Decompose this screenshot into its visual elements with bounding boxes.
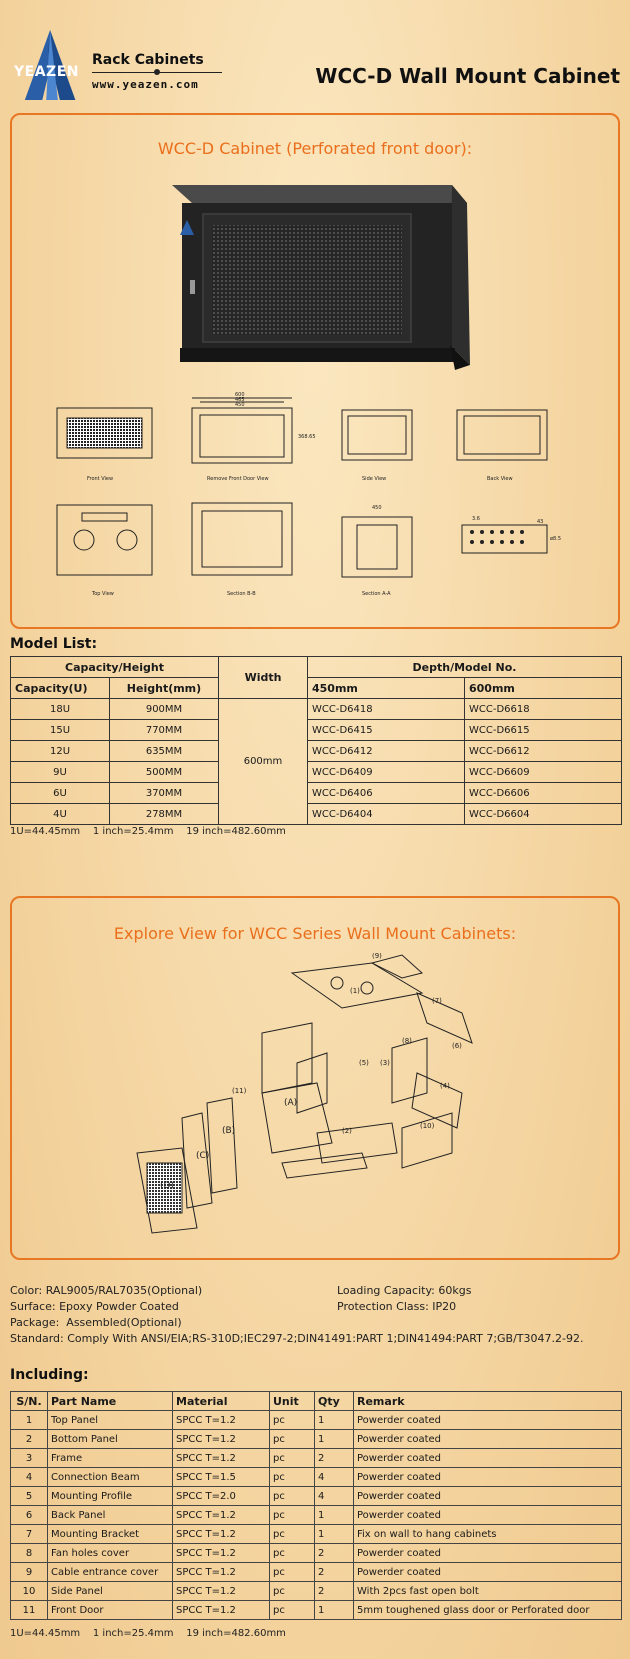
dim-label: 368.65 (298, 434, 316, 440)
cell-model-600: WCC-D6604 (465, 804, 622, 825)
cell-height: 770MM (110, 720, 219, 741)
cell-qty: 2 (315, 1582, 354, 1601)
cell-qty: 1 (315, 1430, 354, 1449)
drawing-label: Front View (87, 476, 114, 482)
unit-note: 1U=44.45mm 1 inch=25.4mm 19 inch=482.60mm (10, 1628, 286, 1639)
cell-unit: pc (270, 1544, 315, 1563)
cell-sn: 7 (11, 1525, 48, 1544)
cell-height: 278MM (110, 804, 219, 825)
model-list-table (10, 656, 622, 825)
callout: (D) (160, 1181, 174, 1191)
cell-qty: 4 (315, 1487, 354, 1506)
cell-capacity: 6U (11, 783, 110, 804)
cell-model-450: WCC-D6418 (308, 699, 465, 720)
technical-drawings-row1 (42, 390, 602, 490)
table-row (11, 1468, 622, 1487)
col-depth: Depth/Model No. (308, 657, 622, 678)
dim-label: 3.6 (472, 516, 480, 522)
cell-part: Mounting Profile (48, 1487, 173, 1506)
cell-remark: Powerder coated (354, 1506, 622, 1525)
cell-qty: 1 (315, 1525, 354, 1544)
sub-capacity: Capacity(U) (11, 678, 110, 699)
cabinet-photo (152, 175, 482, 385)
callout: (C) (196, 1151, 210, 1161)
callout: (3) (380, 1059, 390, 1067)
table-row (11, 1449, 622, 1468)
cell-unit: pc (270, 1468, 315, 1487)
cell-sn: 1 (11, 1411, 48, 1430)
drawing-label: Top View (92, 591, 114, 597)
cell-sn: 6 (11, 1506, 48, 1525)
cell-remark: 5mm toughened glass door or Perforated door (354, 1601, 622, 1620)
cell-remark: Powerder coated (354, 1544, 622, 1563)
cell-qty: 2 (315, 1449, 354, 1468)
cell-capacity: 12U (11, 741, 110, 762)
cell-sn: 5 (11, 1487, 48, 1506)
table-row (11, 783, 622, 804)
col-unit: Unit (270, 1392, 315, 1411)
cell-capacity: 15U (11, 720, 110, 741)
cell-material: SPCC T=1.2 (173, 1525, 270, 1544)
sub-height: Height(mm) (110, 678, 219, 699)
cell-qty: 2 (315, 1563, 354, 1582)
cell-unit: pc (270, 1449, 315, 1468)
dim-label: ø8.5 (550, 536, 562, 542)
cell-remark: Powerder coated (354, 1563, 622, 1582)
cell-sn: 4 (11, 1468, 48, 1487)
col-qty: Qty (315, 1392, 354, 1411)
callout: (7) (432, 997, 442, 1005)
cell-unit: pc (270, 1582, 315, 1601)
cell-sn: 11 (11, 1601, 48, 1620)
cell-part: Side Panel (48, 1582, 173, 1601)
cell-sn: 2 (11, 1430, 48, 1449)
cell-material: SPCC T=1.2 (173, 1582, 270, 1601)
dim-label: 450 (372, 505, 382, 511)
cell-material: SPCC T=2.0 (173, 1487, 270, 1506)
cell-material: SPCC T=1.2 (173, 1411, 270, 1430)
spec-color: Color: RAL9005/RAL7035(Optional) (10, 1284, 203, 1297)
cell-height: 370MM (110, 783, 219, 804)
cell-part: Back Panel (48, 1506, 173, 1525)
callout: (8) (402, 1037, 412, 1045)
callout: (2) (342, 1127, 352, 1135)
cell-part: Bottom Panel (48, 1430, 173, 1449)
panel-title: WCC-D Cabinet (Perforated front door): (157, 139, 473, 158)
brand-title: Rack Cabinets (92, 52, 204, 68)
cell-remark: Powerder coated (354, 1468, 622, 1487)
cell-model-600: WCC-D6612 (465, 741, 622, 762)
explode-view-panel (10, 896, 620, 1260)
cell-qty: 1 (315, 1601, 354, 1620)
cell-width: 600mm (219, 699, 308, 825)
cell-model-450: WCC-D6406 (308, 783, 465, 804)
cell-height: 900MM (110, 699, 219, 720)
spec-surface: Surface: Epoxy Powder Coated (10, 1300, 179, 1313)
cell-model-600: WCC-D6606 (465, 783, 622, 804)
table-row (11, 1430, 622, 1449)
cell-model-600: WCC-D6618 (465, 699, 622, 720)
cell-model-450: WCC-D6409 (308, 762, 465, 783)
table-row (11, 1563, 622, 1582)
cell-part: Fan holes cover (48, 1544, 173, 1563)
cell-material: SPCC T=1.2 (173, 1544, 270, 1563)
drawing-label: Remove Front Door View (207, 476, 269, 482)
table-row (11, 699, 622, 720)
cell-unit: pc (270, 1563, 315, 1582)
cell-capacity: 9U (11, 762, 110, 783)
cell-unit: pc (270, 1430, 315, 1449)
brand-divider-dot (154, 69, 160, 75)
cell-remark: Powerder coated (354, 1487, 622, 1506)
cell-model-450: WCC-D6415 (308, 720, 465, 741)
col-remark: Remark (354, 1392, 622, 1411)
including-heading: Including: (10, 1367, 89, 1383)
cell-capacity: 18U (11, 699, 110, 720)
cell-qty: 1 (315, 1411, 354, 1430)
table-row (11, 741, 622, 762)
model-list-heading: Model List: (10, 636, 98, 652)
cell-unit: pc (270, 1411, 315, 1430)
cell-remark: With 2pcs fast open bolt (354, 1582, 622, 1601)
cell-qty: 2 (315, 1544, 354, 1563)
cell-remark: Powerder coated (354, 1449, 622, 1468)
dim-label: 450 (235, 402, 245, 408)
cell-model-450: WCC-D6404 (308, 804, 465, 825)
dim-label: 465 (235, 397, 245, 403)
spec-loading: Loading Capacity: 60kgs (337, 1284, 472, 1297)
cell-sn: 9 (11, 1563, 48, 1582)
unit-note: 1U=44.45mm 1 inch=25.4mm 19 inch=482.60mm (10, 826, 286, 837)
cell-material: SPCC T=1.2 (173, 1430, 270, 1449)
callout: (B) (222, 1126, 236, 1136)
cell-unit: pc (270, 1487, 315, 1506)
cell-part: Cable entrance cover (48, 1563, 173, 1582)
cell-part: Top Panel (48, 1411, 173, 1430)
technical-drawings-row2 (42, 495, 602, 605)
sub-450: 450mm (308, 678, 465, 699)
cell-model-450: WCC-D6412 (308, 741, 465, 762)
callout: (4) (440, 1082, 450, 1090)
drawing-label: Back View (487, 476, 513, 482)
col-part-name: Part Name (48, 1392, 173, 1411)
table-row (11, 804, 622, 825)
brand-url: www.yeazen.com (92, 78, 199, 91)
table-row (11, 1582, 622, 1601)
sub-600: 600mm (465, 678, 622, 699)
cell-material: SPCC T=1.2 (173, 1601, 270, 1620)
drawing-label: Section B-B (227, 591, 256, 597)
table-row (11, 720, 622, 741)
drawing-label: Side View (362, 476, 387, 482)
table-row (11, 1411, 622, 1430)
cell-part: Front Door (48, 1601, 173, 1620)
cell-part: Connection Beam (48, 1468, 173, 1487)
callout: (11) (232, 1087, 247, 1095)
cell-model-600: WCC-D6609 (465, 762, 622, 783)
parts-table (10, 1391, 622, 1620)
callout: (1) (350, 987, 360, 995)
table-row (11, 762, 622, 783)
exploded-diagram (122, 953, 512, 1248)
cell-height: 500MM (110, 762, 219, 783)
callout: (5) (359, 1059, 369, 1067)
cell-material: SPCC T=1.5 (173, 1468, 270, 1487)
brand-logo (14, 30, 234, 105)
page-title: WCC-D Wall Mount Cabinet (315, 64, 620, 88)
callout: (6) (452, 1042, 462, 1050)
cell-part: Frame (48, 1449, 173, 1468)
cell-unit: pc (270, 1601, 315, 1620)
col-capacity-height: Capacity/Height (11, 657, 219, 678)
cell-remark: Powerder coated (354, 1430, 622, 1449)
cell-sn: 10 (11, 1582, 48, 1601)
cell-sn: 3 (11, 1449, 48, 1468)
spec-protection: Protection Class: IP20 (337, 1300, 457, 1313)
callout: (10) (420, 1122, 435, 1130)
cell-material: SPCC T=1.2 (173, 1563, 270, 1582)
table-row (11, 1487, 622, 1506)
col-material: Material (173, 1392, 270, 1411)
table-row (11, 1601, 622, 1620)
cell-capacity: 4U (11, 804, 110, 825)
cell-material: SPCC T=1.2 (173, 1506, 270, 1525)
cell-remark: Powerder coated (354, 1411, 622, 1430)
drawing-label: Section A-A (362, 591, 391, 597)
col-width: Width (219, 657, 308, 699)
dim-label: 43 (537, 519, 544, 525)
spec-package: Package: Assembled(Optional) (10, 1316, 182, 1329)
cell-qty: 1 (315, 1506, 354, 1525)
table-row (11, 1525, 622, 1544)
cell-material: SPCC T=1.2 (173, 1449, 270, 1468)
cell-unit: pc (270, 1525, 315, 1544)
dim-label: 600 (235, 392, 245, 398)
col-sn: S/N. (11, 1392, 48, 1411)
table-row (11, 1506, 622, 1525)
logo-text: YEAZEN (14, 64, 79, 80)
panel-title: Explore View for WCC Series Wall Mount Cabinets: (113, 924, 517, 943)
cell-qty: 4 (315, 1468, 354, 1487)
spec-standard: Standard: Comply With ANSI/EIA;RS-310D;IEC297-2;DIN41491:PART 1;DIN41494:PART 7;GB/T3047.2-92. (10, 1332, 584, 1345)
cell-remark: Fix on wall to hang cabinets (354, 1525, 622, 1544)
cell-sn: 8 (11, 1544, 48, 1563)
callout: (9) (372, 953, 382, 960)
cell-part: Mounting Bracket (48, 1525, 173, 1544)
callout: (A) (284, 1098, 298, 1108)
cabinet-overview-panel (10, 113, 620, 629)
cell-height: 635MM (110, 741, 219, 762)
cell-model-600: WCC-D6615 (465, 720, 622, 741)
cell-unit: pc (270, 1506, 315, 1525)
table-row (11, 1544, 622, 1563)
